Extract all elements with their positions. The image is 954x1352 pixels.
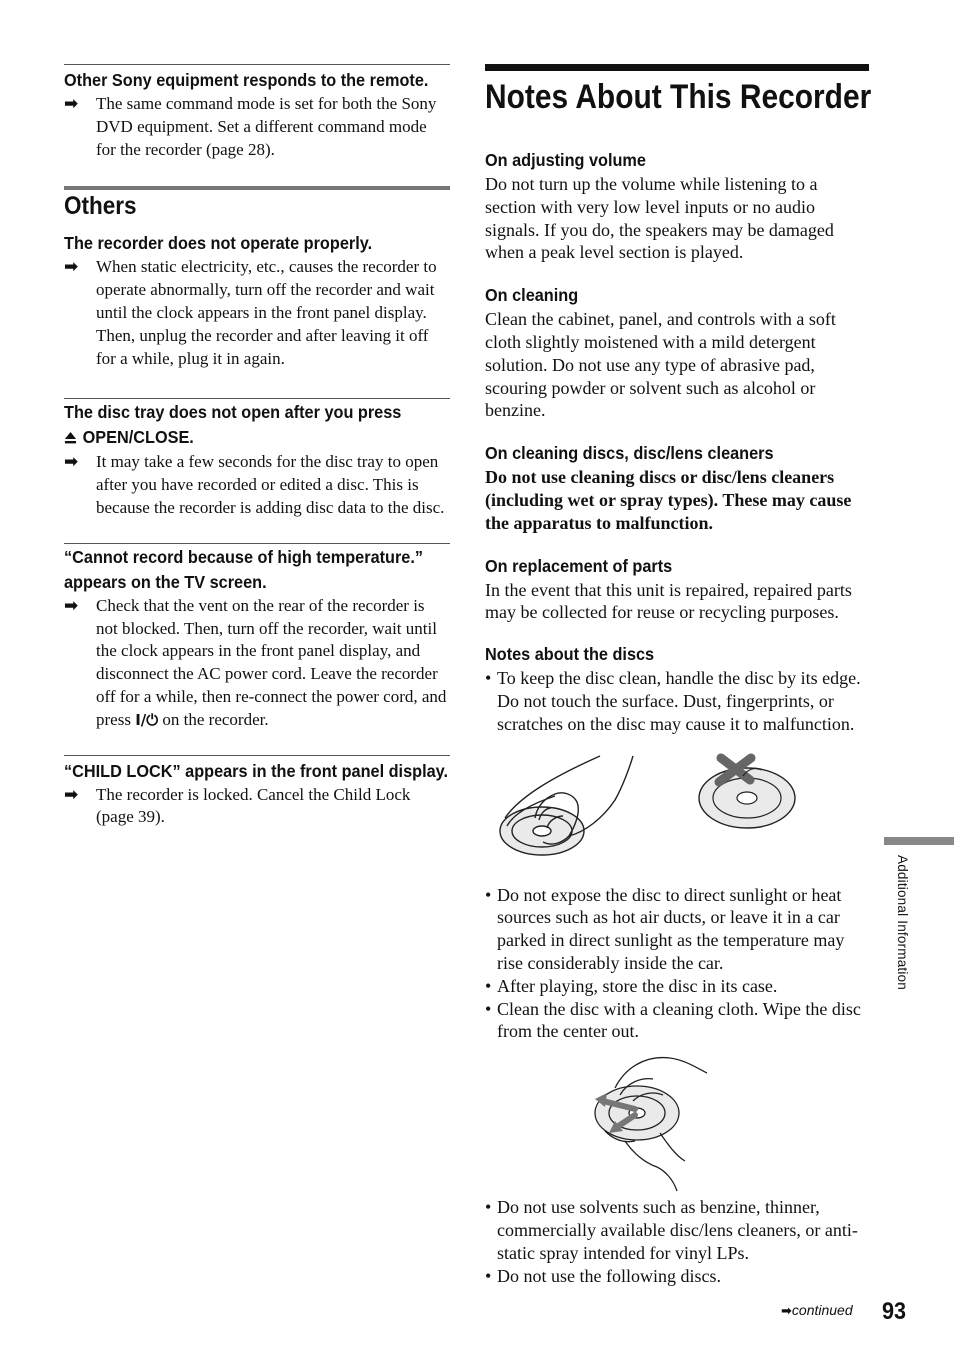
bullet-item xyxy=(485,667,869,735)
bullet-text: Do not use solvents such as benzine, thinner, commercially available disc/lens cleaners, or anti-static spray intended for vinyl LPs. xyxy=(497,1197,858,1263)
disc-wiping-illustration xyxy=(485,1043,869,1196)
troubleshoot-heading: “Cannot record because of high temperature.” appears on the TV screen. xyxy=(64,546,424,592)
answer-text: The same command mode is set for both the Sony DVD equipment. Set a different command mode for the recorder (page 28). xyxy=(96,94,437,159)
troubleshoot-heading: The recorder does not operate properly. xyxy=(64,233,373,254)
bullet-item xyxy=(485,1265,869,1288)
disc-handling-illustration xyxy=(485,736,869,884)
troubleshoot-answer xyxy=(64,784,450,830)
divider xyxy=(64,543,450,544)
divider xyxy=(64,398,450,399)
answer-text: on the recorder. xyxy=(162,709,269,729)
divider xyxy=(64,755,450,756)
troubleshoot-answer xyxy=(64,451,450,519)
troubleshoot-heading: “CHILD LOCK” appears in the front panel display. xyxy=(64,760,449,781)
section-heading-others: Others xyxy=(64,192,137,221)
bullet-icon: • xyxy=(485,1197,492,1218)
wiping-disc-image xyxy=(595,1058,707,1191)
page-number: 93 xyxy=(882,1298,907,1325)
arrow-right-icon: ➡ xyxy=(64,257,79,278)
arrow-right-icon: ➡ xyxy=(64,94,79,114)
side-section-label: Additional Information xyxy=(895,855,910,990)
wrong-handling-image xyxy=(699,758,795,828)
bullet-icon: • xyxy=(485,884,492,905)
right-column xyxy=(485,64,872,1287)
troubleshoot-heading: Other Sony equipment responds to the remote. xyxy=(64,70,429,90)
bullet-icon: • xyxy=(485,1265,492,1286)
subsection-heading: Notes about the discs xyxy=(485,644,655,665)
heading-text: OPEN/CLOSE. xyxy=(82,427,194,448)
bullet-item xyxy=(485,1196,869,1264)
eject-icon xyxy=(64,426,77,451)
bullet-item xyxy=(485,884,869,975)
bullet-text: Clean the disc with a cleaning cloth. Wipe the disc from the center out. xyxy=(497,998,861,1042)
bullet-text: To keep the disc clean, handle the disc by its edge. Do not touch the surface. Dust, fingerprints, or scratches on the disc may cause it to malfunction. xyxy=(497,668,861,734)
bullet-text: Do not use the following discs. xyxy=(497,1265,721,1286)
arrow-right-icon: ➡ xyxy=(64,595,79,616)
bullet-text: After playing, store the disc in its case. xyxy=(497,975,778,996)
answer-text: It may take a few seconds for the disc tray to open after you have recorded or edited a disc. This is because the recorder is adding disc data to the disc. xyxy=(96,452,445,517)
bullet-text: Do not expose the disc to direct sunlight or heat sources such as hot air ducts, or leave it in a car parked in direct sunlight as the temperature may rise considerably inside the car. xyxy=(497,884,845,973)
bullet-item xyxy=(485,998,869,1044)
left-column xyxy=(64,64,450,829)
bullet-icon: • xyxy=(485,668,492,689)
subsection-heading: On replacement of parts xyxy=(485,555,673,576)
power-icon: I/⏻ xyxy=(135,710,159,729)
paragraph: Do not turn up the volume while listening to a section with very low level inputs or no audio signals. If you do, the speakers may be damaged when a peak level section is played. xyxy=(485,174,834,263)
subsection-heading: On adjusting volume xyxy=(485,150,646,170)
page-title: Notes About This Recorder xyxy=(485,78,872,116)
troubleshoot-answer xyxy=(64,93,450,161)
heading-line xyxy=(64,425,452,451)
heading-line: The disc tray does not open after you press xyxy=(64,402,402,423)
paragraph: Clean the cabinet, panel, and controls with a soft cloth slightly moistened with a mild detergent solution. Do not use any type of abrasive pad, scouring powder or solvent such as alcohol or benzine. xyxy=(485,309,836,421)
arrow-right-icon: ➡ xyxy=(781,1304,792,1319)
subsection-heading: On cleaning xyxy=(485,285,579,306)
troubleshoot-answer xyxy=(64,256,450,370)
subsection-heading: On cleaning discs, disc/lens cleaners xyxy=(485,443,774,464)
answer-text: The recorder is locked. Cancel the Child Lock (page 39). xyxy=(96,784,411,827)
section-divider xyxy=(64,186,450,190)
bullet-item xyxy=(485,975,869,998)
bullet-icon: • xyxy=(485,998,492,1019)
bullet-icon: • xyxy=(485,975,492,996)
answer-text: When static electricity, etc., causes the recorder to operate abnormally, turn off the recorder and wait until the clock appears in the front panel display. Then, unplug the recorder and after leaving it off for a while, plug it in again. xyxy=(96,257,437,368)
paragraph: In the event that this unit is repaired, repaired parts may be collected for reuse or recycling purposes. xyxy=(485,579,852,623)
answer-text: Check that the vent on the rear of the recorder is not blocked. Then, turn off the recorder, wait until the clock appears in the front panel display, and disconnect the AC power cord. Leave the recorder off for a while, then re-connect the power cord, and press xyxy=(96,595,447,729)
troubleshoot-answer xyxy=(64,595,450,732)
title-rule xyxy=(485,64,869,71)
arrow-right-icon: ➡ xyxy=(64,784,79,805)
section-tab-marker xyxy=(884,837,954,845)
continued-note xyxy=(781,1302,853,1319)
warning-paragraph: Do not use cleaning discs or disc/lens cleaners (including wet or spray types). These may cause the apparatus to malfunction. xyxy=(485,467,852,533)
divider xyxy=(64,64,450,65)
arrow-right-icon: ➡ xyxy=(64,452,79,473)
continued-text: continued xyxy=(791,1302,853,1318)
hand-holding-disc-image xyxy=(500,756,633,855)
troubleshoot-heading xyxy=(64,400,452,451)
